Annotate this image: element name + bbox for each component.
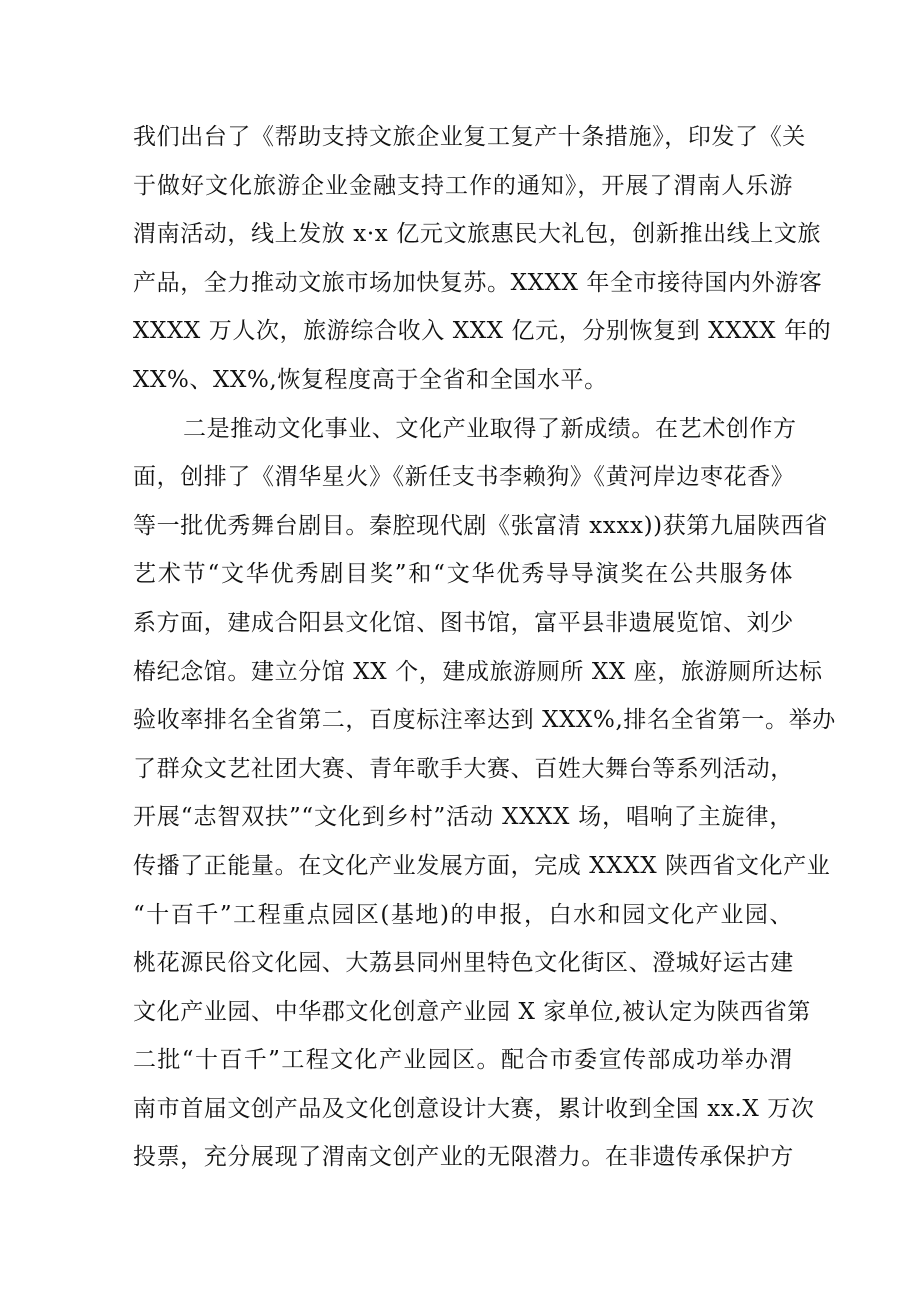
text-line: 椿纪念馆。建立分馆 XX 个，建成旅游厕所 XX 座，旅游厕所达标 bbox=[133, 658, 823, 685]
text-line: 艺术节“文华优秀剧目奖”和“文华优秀导导演奖在公共服务体 bbox=[133, 561, 793, 588]
text-line: 我们出台了《帮助支持文旅企业复工复产十条措施》，印发了《关 bbox=[133, 124, 806, 150]
text-line: 验收率排名全省第二，百度标注率达到 XXX%,排名全省第一。举办 bbox=[133, 707, 836, 734]
text-line: 桃花源民俗文化园、大荔县同州里特色文化街区、澄城好运古建 bbox=[133, 950, 794, 977]
text-line: 渭南活动，线上发放 x·x 亿元文旅惠民大礼包，创新推出线上文旅 bbox=[133, 221, 822, 248]
text-line: XX%、XX%,恢复程度高于全省和全国水平。 bbox=[133, 366, 608, 393]
paragraph-1 bbox=[133, 113, 832, 405]
text-line: 投票，充分展现了渭南文创产业的无限潜力。在非遗传承保护方 bbox=[133, 1144, 794, 1171]
paragraph-2 bbox=[133, 405, 836, 1183]
text-line: 传播了正能量。在文化产业发展方面，完成 XXXX 陕西省文化产业 bbox=[133, 852, 831, 879]
text-line: XXXX 万人次，旅游综合收入 XXX 亿元，分别恢复到 XXXX 年的 bbox=[133, 318, 832, 345]
text-line: 南市首届文创产品及文化创意设计大赛，累计收到全国 xx.X 万次 bbox=[133, 1095, 815, 1122]
body-text bbox=[133, 113, 836, 1182]
text-line: 于做好文化旅游企业金融支持工作的通知》，开展了渭南人乐游 bbox=[133, 172, 793, 199]
text-line: 开展“志智双扶”“文化到乡村”活动 XXXX 场，唱响了主旋律， bbox=[133, 804, 793, 831]
text-line: 了群众文艺社团大赛、青年歌手大赛、百姓大舞台等系列活动， bbox=[133, 755, 794, 782]
text-line: 二批“十百千”工程文化产业园区。配合市委宣传部成功举办渭 bbox=[133, 1047, 793, 1074]
text-line: 等一批优秀舞台剧目。秦腔现代剧《张富清 xxxx))获第九届陕西省 bbox=[133, 512, 828, 539]
text-line: 产品，全力推动文旅市场加快复苏。XXXX 年全市接待国内外游客 bbox=[133, 269, 823, 296]
text-line: 二是推动文化事业、文化产业取得了新成绩。在艺术创作方 bbox=[183, 415, 797, 442]
text-line: 系方面，建成合阳县文化馆、图书馆，富平县非遗展览馆、刘少 bbox=[133, 609, 794, 636]
text-line: 面，创排了《渭华星火》《新任支书李赖狗》《黄河岸边枣花香》 bbox=[133, 464, 795, 491]
text-line: 文化产业园、中华郡文化创意产业园 X 家单位,被认定为陕西省第 bbox=[133, 998, 811, 1025]
text-line: “十百千”工程重点园区(基地)的申报，白水和园文化产业园、 bbox=[133, 901, 793, 928]
